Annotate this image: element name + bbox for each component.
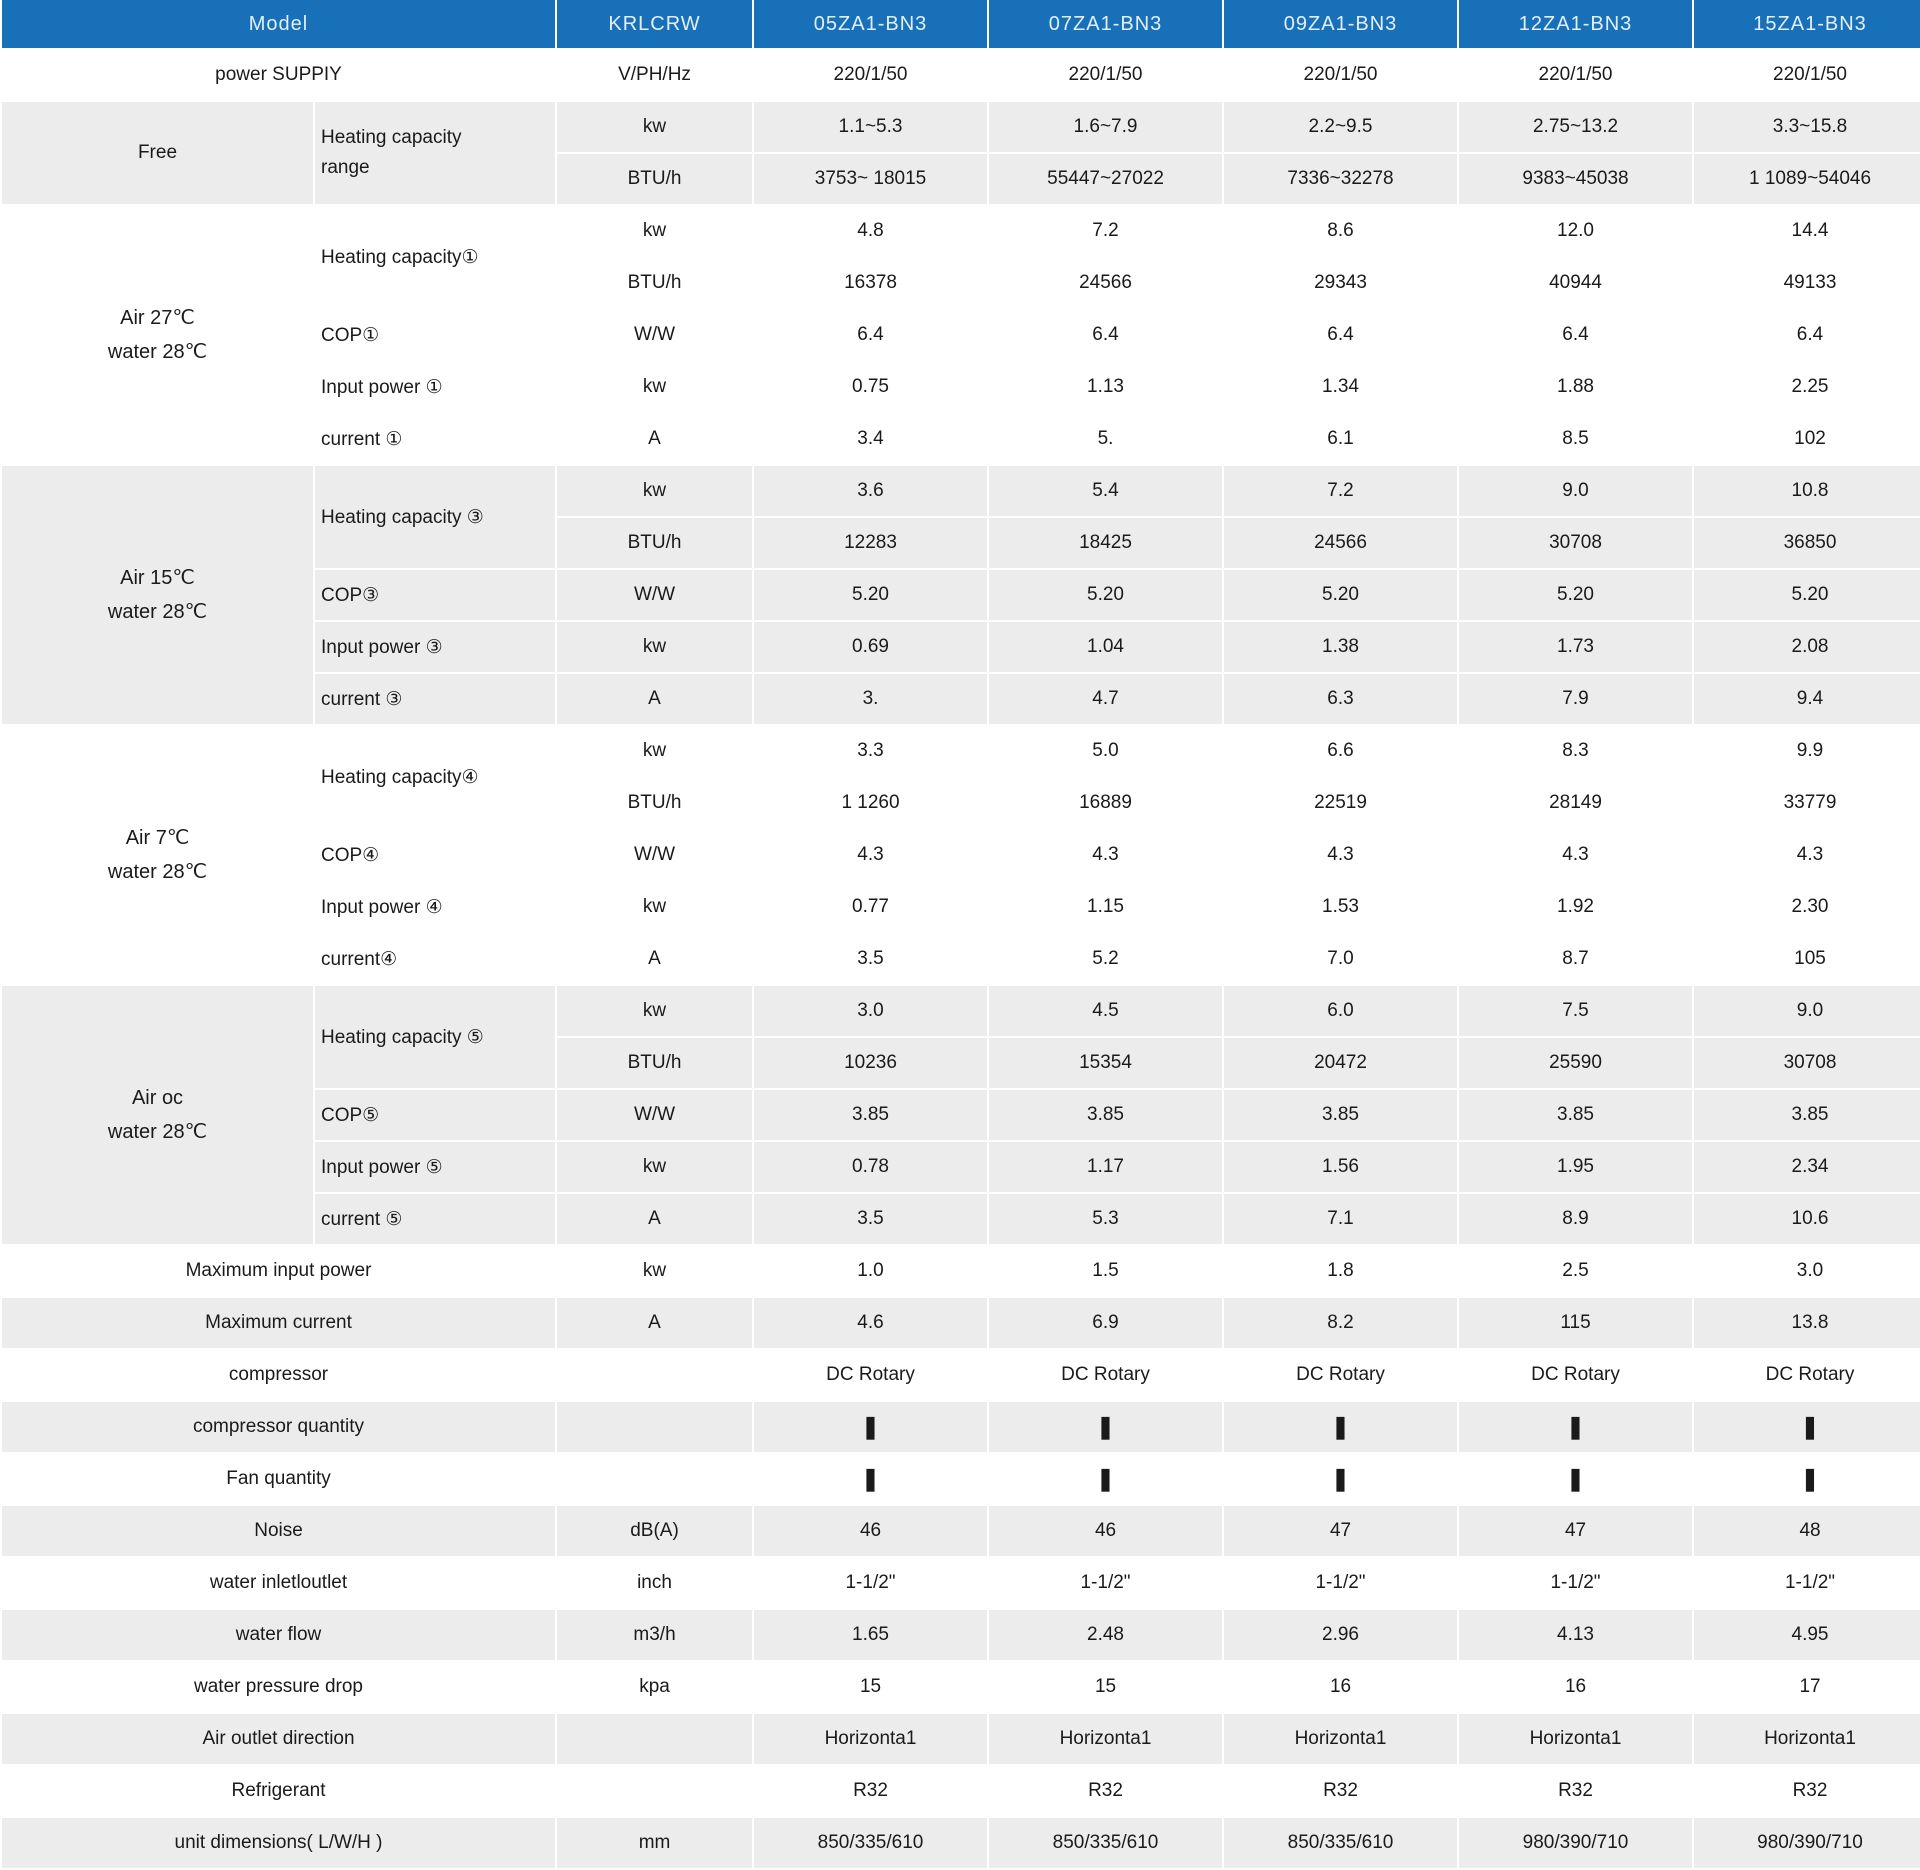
unit-cell [557, 1714, 752, 1764]
unit-cell: BTU/h [557, 518, 752, 568]
heating-kw-row [2, 206, 1920, 256]
current-label: current ③ [315, 674, 555, 724]
value-cell: ❚ [1459, 1454, 1692, 1504]
value-cell: 16378 [754, 258, 987, 308]
header-model-col: 07ZA1-BN3 [989, 0, 1222, 48]
value-cell: 30708 [1694, 1038, 1920, 1088]
value-cell: 4.3 [1459, 830, 1692, 880]
heating-capacity-label: Heating capacity ③ [315, 466, 555, 568]
unit-cell: W/W [557, 310, 752, 360]
value-cell: 6.1 [1224, 414, 1457, 464]
unit-cell: m3/h [557, 1610, 752, 1660]
unit-cell: W/W [557, 570, 752, 620]
value-cell: ❚ [1224, 1454, 1457, 1504]
value-cell: 4.5 [989, 986, 1222, 1036]
row-label: compressor [2, 1350, 555, 1400]
value-cell: 2.2~9.5 [1224, 102, 1457, 152]
value-cell: 3.4 [754, 414, 987, 464]
value-cell: 5.20 [754, 570, 987, 620]
spec-row [2, 1558, 1920, 1608]
heating-capacity-label: Heating capacity ⑤ [315, 986, 555, 1088]
value-cell: 3.85 [1459, 1090, 1692, 1140]
condition-label [2, 986, 313, 1244]
value-cell: 8.7 [1459, 934, 1692, 984]
spec-row [2, 1610, 1920, 1660]
heating-capacity-label: Heating capacity④ [315, 726, 555, 828]
value-cell: 2.34 [1694, 1142, 1920, 1192]
unit-cell: kw [557, 362, 752, 412]
value-cell: 9383~45038 [1459, 154, 1692, 204]
header-model: Model [2, 0, 555, 48]
row-label: water pressure drop [2, 1662, 555, 1712]
current-label: current④ [315, 934, 555, 984]
value-cell: 6.4 [1459, 310, 1692, 360]
value-cell: ❚ [1694, 1454, 1920, 1504]
row-label: Maximum current [2, 1298, 555, 1348]
unit-cell [557, 1350, 752, 1400]
spec-row [2, 1298, 1920, 1348]
current-label: current ⑤ [315, 1194, 555, 1244]
value-cell: 4.7 [989, 674, 1222, 724]
value-cell: 6.6 [1224, 726, 1457, 776]
value-cell: 1 1260 [754, 778, 987, 828]
value-cell: 17 [1694, 1662, 1920, 1712]
value-cell: 8.2 [1224, 1298, 1457, 1348]
value-cell: 10.6 [1694, 1194, 1920, 1244]
value-cell: Horizonta1 [1459, 1714, 1692, 1764]
value-cell: 10236 [754, 1038, 987, 1088]
unit-cell: BTU/h [557, 154, 752, 204]
value-cell: 22519 [1224, 778, 1457, 828]
value-cell: 1.92 [1459, 882, 1692, 932]
value-cell: 28149 [1459, 778, 1692, 828]
value-cell: 8.5 [1459, 414, 1692, 464]
value-cell: 1.56 [1224, 1142, 1457, 1192]
value-cell: 4.8 [754, 206, 987, 256]
value-cell: 3.5 [754, 934, 987, 984]
value-cell: 6.4 [754, 310, 987, 360]
value-cell: 3.0 [754, 986, 987, 1036]
value-cell: 55447~27022 [989, 154, 1222, 204]
value-cell: 3.85 [1224, 1090, 1457, 1140]
value-cell: 1.15 [989, 882, 1222, 932]
value-cell: 47 [1459, 1506, 1692, 1556]
value-cell: 1.04 [989, 622, 1222, 672]
unit-cell [557, 1454, 752, 1504]
current-label: current ① [315, 414, 555, 464]
value-cell: 4.3 [1224, 830, 1457, 880]
value-cell: 8.6 [1224, 206, 1457, 256]
value-cell: 16 [1224, 1662, 1457, 1712]
header-model-col: 05ZA1-BN3 [754, 0, 987, 48]
value-cell: 850/335/610 [754, 1818, 987, 1868]
condition-air: Air 15℃ [120, 567, 195, 589]
value-cell: DC Rotary [1224, 1350, 1457, 1400]
value-cell: 46 [989, 1506, 1222, 1556]
value-cell: 15354 [989, 1038, 1222, 1088]
row-label: water flow [2, 1610, 555, 1660]
cop-label: COP④ [315, 830, 555, 880]
value-cell: R32 [1459, 1766, 1692, 1816]
value-cell: 46 [754, 1506, 987, 1556]
value-cell: 4.3 [754, 830, 987, 880]
value-cell: 5.0 [989, 726, 1222, 776]
value-cell: 1.17 [989, 1142, 1222, 1192]
row-label: Maximum input power [2, 1246, 555, 1296]
value-cell: 9.0 [1694, 986, 1920, 1036]
value-cell: 5.20 [1694, 570, 1920, 620]
value-cell: 7.2 [989, 206, 1222, 256]
row-label: Refrigerant [2, 1766, 555, 1816]
value-cell: 1.73 [1459, 622, 1692, 672]
value-cell: 102 [1694, 414, 1920, 464]
unit-cell: kw [557, 466, 752, 516]
value-cell: 3753~ 18015 [754, 154, 987, 204]
row-label: Air outlet direction [2, 1714, 555, 1764]
value-cell: 0.77 [754, 882, 987, 932]
value-cell: DC Rotary [1459, 1350, 1692, 1400]
value-cell: 3.85 [754, 1090, 987, 1140]
value-cell: 6.3 [1224, 674, 1457, 724]
value-cell: 850/335/610 [989, 1818, 1222, 1868]
header-model-col: 12ZA1-BN3 [1459, 0, 1692, 48]
free-label: Free [2, 102, 313, 204]
value-cell: R32 [754, 1766, 987, 1816]
value-cell: R32 [989, 1766, 1222, 1816]
value-cell: 850/335/610 [1224, 1818, 1457, 1868]
free-item [315, 102, 555, 204]
value-cell: 6.0 [1224, 986, 1457, 1036]
value-cell: DC Rotary [754, 1350, 987, 1400]
unit-cell: kw [557, 882, 752, 932]
value-cell: 3.85 [989, 1090, 1222, 1140]
spec-row [2, 1454, 1920, 1504]
value-cell: 7.0 [1224, 934, 1457, 984]
unit-cell: W/W [557, 1090, 752, 1140]
power-supply-row [2, 50, 1920, 100]
value-cell: 3.5 [754, 1194, 987, 1244]
unit-cell [557, 1402, 752, 1452]
unit-cell: kw [557, 206, 752, 256]
value-cell: 1.34 [1224, 362, 1457, 412]
heating-kw-row [2, 986, 1920, 1036]
value-cell: 9.9 [1694, 726, 1920, 776]
value-cell: 2.08 [1694, 622, 1920, 672]
value-cell: 220/1/50 [989, 50, 1222, 100]
unit-cell: V/PH/Hz [557, 50, 752, 100]
value-cell: 1.5 [989, 1246, 1222, 1296]
condition-label [2, 206, 313, 464]
value-cell: 5.20 [989, 570, 1222, 620]
value-cell: 36850 [1694, 518, 1920, 568]
free-item-line1: Heating capacity [321, 127, 462, 148]
value-cell: 220/1/50 [754, 50, 987, 100]
value-cell: 18425 [989, 518, 1222, 568]
value-cell: 5.4 [989, 466, 1222, 516]
value-cell: 2.25 [1694, 362, 1920, 412]
value-cell: 15 [989, 1662, 1222, 1712]
condition-label [2, 466, 313, 724]
value-cell: 0.78 [754, 1142, 987, 1192]
value-cell: 3.3 [754, 726, 987, 776]
value-cell: 980/390/710 [1459, 1818, 1692, 1868]
value-cell: 24566 [1224, 518, 1457, 568]
header-row [2, 0, 1920, 48]
value-cell: 10.8 [1694, 466, 1920, 516]
value-cell: 5.20 [1224, 570, 1457, 620]
value-cell: ❚ [989, 1402, 1222, 1452]
heating-kw-row [2, 466, 1920, 516]
heating-kw-row [2, 726, 1920, 776]
row-label: compressor quantity [2, 1402, 555, 1452]
unit-cell: kpa [557, 1662, 752, 1712]
unit-cell: BTU/h [557, 258, 752, 308]
value-cell: 25590 [1459, 1038, 1692, 1088]
value-cell: 220/1/50 [1694, 50, 1920, 100]
unit-cell: inch [557, 1558, 752, 1608]
value-cell: 40944 [1459, 258, 1692, 308]
value-cell: 4.3 [989, 830, 1222, 880]
value-cell: R32 [1224, 1766, 1457, 1816]
value-cell: 7.5 [1459, 986, 1692, 1036]
value-cell: 13.8 [1694, 1298, 1920, 1348]
value-cell: 1.38 [1224, 622, 1457, 672]
value-cell: 1.65 [754, 1610, 987, 1660]
heating-capacity-label: Heating capacity① [315, 206, 555, 308]
value-cell: 3.3~15.8 [1694, 102, 1920, 152]
value-cell: 220/1/50 [1459, 50, 1692, 100]
value-cell: 0.75 [754, 362, 987, 412]
value-cell: 15 [754, 1662, 987, 1712]
unit-cell: kw [557, 986, 752, 1036]
unit-cell: kw [557, 726, 752, 776]
unit-cell: kw [557, 1142, 752, 1192]
value-cell: 8.9 [1459, 1194, 1692, 1244]
condition-air: Air 27℃ [120, 307, 195, 329]
value-cell: 8.3 [1459, 726, 1692, 776]
row-label: unit dimensions( L/W/H ) [2, 1818, 555, 1868]
value-cell: 1.95 [1459, 1142, 1692, 1192]
value-cell: 6.4 [989, 310, 1222, 360]
value-cell: 9.0 [1459, 466, 1692, 516]
cop-label: COP① [315, 310, 555, 360]
value-cell: 0.69 [754, 622, 987, 672]
row-label: Fan quantity [2, 1454, 555, 1504]
value-cell: 3.0 [1694, 1246, 1920, 1296]
unit-cell: BTU/h [557, 1038, 752, 1088]
input-power-label: Input power ⑤ [315, 1142, 555, 1192]
value-cell: 4.13 [1459, 1610, 1692, 1660]
condition-water: water 28℃ [107, 341, 208, 363]
value-cell: Horizonta1 [989, 1714, 1222, 1764]
value-cell: 5.2 [989, 934, 1222, 984]
unit-cell: A [557, 1194, 752, 1244]
value-cell: 1-1/2" [1459, 1558, 1692, 1608]
value-cell: 1-1/2" [989, 1558, 1222, 1608]
unit-cell: mm [557, 1818, 752, 1868]
spec-row [2, 1662, 1920, 1712]
value-cell: 1-1/2" [1694, 1558, 1920, 1608]
value-cell: 48 [1694, 1506, 1920, 1556]
value-cell: Horizonta1 [1694, 1714, 1920, 1764]
condition-section [2, 466, 1920, 724]
value-cell: 7.1 [1224, 1194, 1457, 1244]
value-cell: 1.0 [754, 1246, 987, 1296]
spec-row [2, 1766, 1920, 1816]
unit-cell: BTU/h [557, 778, 752, 828]
value-cell: 3.6 [754, 466, 987, 516]
unit-cell: A [557, 934, 752, 984]
value-cell: 1 1089~54046 [1694, 154, 1920, 204]
condition-water: water 28℃ [107, 861, 208, 883]
value-cell: 16889 [989, 778, 1222, 828]
value-cell: 2.5 [1459, 1246, 1692, 1296]
row-label: water inletloutlet [2, 1558, 555, 1608]
value-cell: ❚ [989, 1454, 1222, 1504]
value-cell: 33779 [1694, 778, 1920, 828]
value-cell: 7.2 [1224, 466, 1457, 516]
value-cell: 2.30 [1694, 882, 1920, 932]
condition-section [2, 986, 1920, 1244]
value-cell: 105 [1694, 934, 1920, 984]
spec-row [2, 1350, 1920, 1400]
value-cell: 47 [1224, 1506, 1457, 1556]
value-cell: DC Rotary [1694, 1350, 1920, 1400]
value-cell: 5. [989, 414, 1222, 464]
value-cell: 7336~32278 [1224, 154, 1457, 204]
row-label: Noise [2, 1506, 555, 1556]
unit-cell: dB(A) [557, 1506, 752, 1556]
value-cell: 1-1/2" [1224, 1558, 1457, 1608]
value-cell: 16 [1459, 1662, 1692, 1712]
cop-label: COP③ [315, 570, 555, 620]
header-model-col: 09ZA1-BN3 [1224, 0, 1457, 48]
value-cell: 24566 [989, 258, 1222, 308]
spec-row [2, 1714, 1920, 1764]
value-cell: 29343 [1224, 258, 1457, 308]
value-cell: R32 [1694, 1766, 1920, 1816]
value-cell: 220/1/50 [1224, 50, 1457, 100]
value-cell: 980/390/710 [1694, 1818, 1920, 1868]
value-cell: 30708 [1459, 518, 1692, 568]
value-cell: 4.95 [1694, 1610, 1920, 1660]
value-cell: 7.9 [1459, 674, 1692, 724]
row-label: power SUPPIY [2, 50, 555, 100]
value-cell: 6.4 [1224, 310, 1457, 360]
unit-cell: kw [557, 102, 752, 152]
unit-cell: W/W [557, 830, 752, 880]
value-cell: 1.8 [1224, 1246, 1457, 1296]
unit-cell: kw [557, 622, 752, 672]
value-cell: 49133 [1694, 258, 1920, 308]
condition-section [2, 206, 1920, 464]
cop-label: COP⑤ [315, 1090, 555, 1140]
condition-air: Air oc [131, 1087, 184, 1109]
value-cell: 1.1~5.3 [754, 102, 987, 152]
value-cell: Horizonta1 [754, 1714, 987, 1764]
value-cell: 12.0 [1459, 206, 1692, 256]
condition-water: water 28℃ [107, 1121, 208, 1143]
value-cell: ❚ [1224, 1402, 1457, 1452]
value-cell: 6.9 [989, 1298, 1222, 1348]
value-cell: ❚ [1459, 1402, 1692, 1452]
tail-section [2, 1246, 1920, 1868]
value-cell: 3. [754, 674, 987, 724]
value-cell: 4.6 [754, 1298, 987, 1348]
value-cell: 2.48 [989, 1610, 1222, 1660]
unit-cell: A [557, 414, 752, 464]
condition-label [2, 726, 313, 984]
input-power-label: Input power ④ [315, 882, 555, 932]
value-cell: 12283 [754, 518, 987, 568]
header-model-col: 15ZA1-BN3 [1694, 0, 1920, 48]
value-cell: 5.3 [989, 1194, 1222, 1244]
value-cell: 9.4 [1694, 674, 1920, 724]
spec-row [2, 1402, 1920, 1452]
value-cell: 1.13 [989, 362, 1222, 412]
value-cell: 115 [1459, 1298, 1692, 1348]
condition-section [2, 726, 1920, 984]
unit-cell: A [557, 674, 752, 724]
value-cell: 14.4 [1694, 206, 1920, 256]
value-cell: 1.53 [1224, 882, 1457, 932]
value-cell: 2.75~13.2 [1459, 102, 1692, 152]
value-cell: 5.20 [1459, 570, 1692, 620]
input-power-label: Input power ① [315, 362, 555, 412]
free-row [2, 102, 1920, 152]
unit-cell: kw [557, 1246, 752, 1296]
value-cell: ❚ [754, 1402, 987, 1452]
spec-row [2, 1246, 1920, 1296]
value-cell: 1-1/2" [754, 1558, 987, 1608]
value-cell: 3.85 [1694, 1090, 1920, 1140]
spec-row [2, 1506, 1920, 1556]
value-cell: 1.6~7.9 [989, 102, 1222, 152]
value-cell: ❚ [754, 1454, 987, 1504]
value-cell: 6.4 [1694, 310, 1920, 360]
spec-row [2, 1818, 1920, 1868]
input-power-label: Input power ③ [315, 622, 555, 672]
value-cell: Horizonta1 [1224, 1714, 1457, 1764]
condition-water: water 28℃ [107, 601, 208, 623]
value-cell: 1.88 [1459, 362, 1692, 412]
value-cell: 20472 [1224, 1038, 1457, 1088]
value-cell: 4.3 [1694, 830, 1920, 880]
value-cell: ❚ [1694, 1402, 1920, 1452]
value-cell: 2.96 [1224, 1610, 1457, 1660]
condition-air: Air 7℃ [125, 827, 190, 849]
free-item-line2: range [321, 157, 370, 178]
unit-cell: A [557, 1298, 752, 1348]
unit-cell [557, 1766, 752, 1816]
value-cell: DC Rotary [989, 1350, 1222, 1400]
header-series: KRLCRW [557, 0, 752, 48]
